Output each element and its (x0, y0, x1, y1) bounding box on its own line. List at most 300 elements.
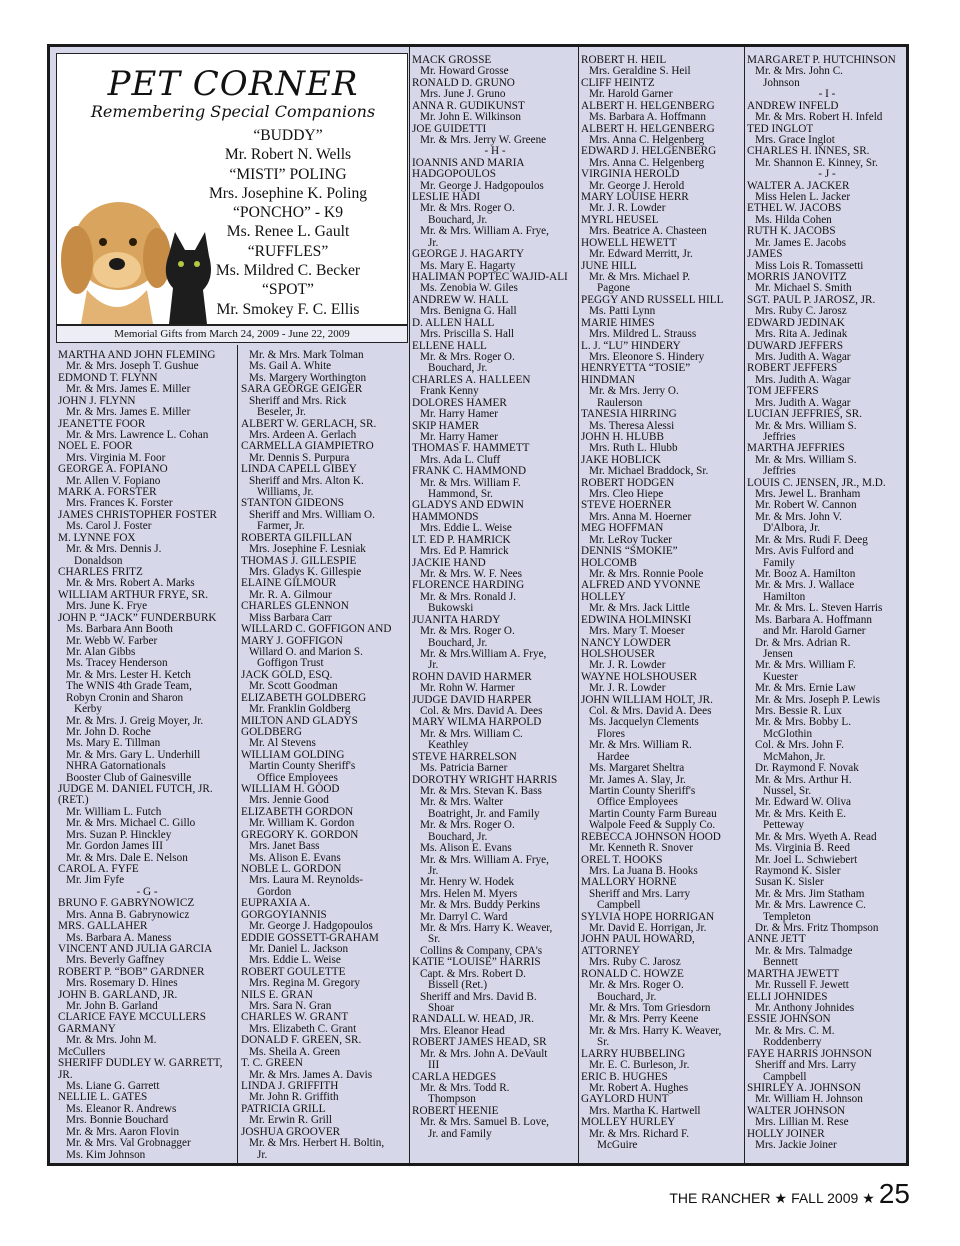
honoree-name: CHARLES W. GRANT (241, 1011, 349, 1024)
memorial-column-3 (412, 55, 578, 1140)
donor-name: Mr. & Mrs. Jerry W. Greene (420, 133, 547, 146)
honoree-name: TANESIA HIRRING (581, 408, 677, 421)
honoree-name: JOHN J. FLYNN (58, 394, 136, 407)
honoree-name: HALIMAN POPTEC WAJID-ALI (412, 271, 568, 284)
honoree-name: IOANNIS AND MARIA (412, 156, 525, 169)
donor-name-continued: Bissell (Ret.) (428, 979, 488, 992)
honoree-name: GREGORY K. GORDON (241, 828, 359, 841)
donor-name-continued: Thompson (428, 1093, 476, 1106)
pet-name: “RUFFLES” (247, 242, 329, 260)
donor-name-continued: Jr. (428, 864, 439, 877)
honoree-name: ELAINE GILMOUR (241, 577, 337, 590)
donor-name: Mrs. Beverly Gaffney (66, 954, 165, 967)
honoree-name: CLIFF HEINTZ (581, 76, 655, 89)
donor-name: Mr. & Mrs. Aaron Flovin (66, 1125, 180, 1138)
donor-name-continued: Family (763, 556, 795, 569)
honoree-name: WALTER A. JACKER (747, 179, 850, 192)
honoree-name: RONALD C. HOWZE (581, 967, 684, 980)
honoree-name: GORGOYIANNIS (241, 908, 327, 921)
honoree-name: STANTON GIDEONS (241, 497, 345, 510)
donor-name: Ms. Patricia Barner (420, 762, 508, 775)
donor-name: Mr. Russell F. Jewett (755, 979, 849, 992)
honoree-name: FLORENCE HARDING (412, 579, 525, 592)
honoree-name: REBECCA JOHNSON HOOD (581, 830, 721, 843)
donor-name: Ms. Margaret Sheltra (589, 762, 685, 775)
honoree-name: THOMAS F. HAMMETT (412, 442, 530, 455)
honoree-name: MARTHA JEWETT (747, 967, 840, 980)
donor-name: Mr. & Mrs. Buddy Perkins (420, 899, 540, 912)
donor-name: Mr. & Mrs. Bobby L. (755, 716, 852, 729)
donor-name-continued: Bouchard, Jr. (428, 830, 488, 843)
honoree-name: LINDA J. GRIFFITH (241, 1080, 339, 1092)
honoree-name: SHERIFF DUDLEY W. GARRETT, (58, 1057, 223, 1070)
honoree-name: JACKIE HAND (412, 556, 486, 569)
donor-name: Mr. & Mrs. Roger O. (420, 625, 515, 638)
donor-name-continued: Jr. (428, 659, 439, 672)
publication-name: THE RANCHER (669, 1190, 771, 1206)
donor-name: Mr. & Mrs. C. M. (755, 1024, 835, 1037)
honoree-name: ALBERT H. HELGENBERG (581, 99, 715, 112)
honoree-name: McCullers (58, 1045, 106, 1058)
donor-name: Mrs. Bonnie Bouchard (66, 1114, 169, 1127)
donor-name: Mr. Al Stevens (249, 737, 316, 750)
donor-name: Mr. & Mrs. Lawrence L. Cohan (66, 428, 209, 441)
donor-name: Robyn Cronin and Sharon (66, 691, 184, 704)
donor-name: Mrs. Geraldine S. Heil (589, 65, 691, 78)
donor-name: Ms. Margery Worthington (249, 371, 367, 384)
donor-name: Ms. Theresa Alessi (589, 419, 675, 432)
honoree-name: RUTH K. JACOBS (747, 225, 836, 238)
letter-divider: - J - (818, 168, 836, 181)
donor-name-continued: Gordon (257, 885, 292, 898)
donor-name: Mrs. Avis Fulford and (755, 545, 854, 558)
column-divider (578, 47, 579, 1163)
honoree-name: TED INGLOT (747, 122, 814, 135)
honoree-name: DOLORES HAMER (412, 396, 507, 409)
donor-name: Sheriff and Mrs. Rick (249, 394, 347, 407)
donor-name: Mr. Erwin R. Grill (249, 1114, 332, 1127)
donor-name: Mr. & Mrs. William A. Frye, (420, 225, 549, 238)
donor-name: Susan K. Sisler (755, 876, 824, 889)
honoree-name: NELLIE L. GATES (58, 1091, 148, 1104)
honoree-name: ROBERT HEENIE (412, 1104, 499, 1117)
honoree-name: DOROTHY WRIGHT HARRIS (412, 773, 558, 786)
honoree-name: SHIRLEY A. JOHNSON (747, 1081, 861, 1094)
donor-name: Mr. & Mrs. Arthur H. (755, 773, 852, 786)
donor-name: Mr. & Mrs. John V. (755, 510, 842, 523)
honoree-name: JOHN H. HLUBB (581, 430, 664, 443)
honoree-name: VIRGINIA HEROLD (581, 168, 680, 181)
honoree-name: MOLLEY HURLEY (581, 1116, 676, 1129)
honoree-name: ROHN DAVID HARMER (412, 670, 532, 683)
donor-name: Mrs. Rita A. Jedinak (755, 328, 848, 341)
honoree-name: ROBERT JAMES HEAD, SR (412, 1036, 547, 1049)
column-divider (744, 47, 745, 1163)
donor-name: Mr. & Mrs. William F. (420, 476, 521, 489)
donor-name: Walpole Feed & Supply Co. (589, 819, 716, 832)
donor-name: Mrs. Anna B. Gabrynowicz (66, 908, 190, 921)
donor-name: Mr. Darryl C. Ward (420, 910, 508, 923)
donor-name: Mr. & Mrs. J. Greig Moyer, Jr. (66, 714, 204, 727)
donor-name: Ms. Kim Johnson (66, 1148, 146, 1161)
donor-name: Mr. & Mrs. Talmadge (755, 944, 853, 957)
donor-name: Mr. & Mrs. Roger O. (420, 202, 515, 215)
donor-name: Mr. & Mrs. Stevan K. Bass (420, 785, 542, 797)
donor-name: Mrs. Judith A. Wagar (755, 373, 851, 386)
honoree-name: CHARLES A. HALLEEN (412, 373, 531, 386)
honoree-name: KATIE “LOUISE” HARRIS (412, 956, 541, 969)
donor-name: Mr. J. R. Lowder (589, 202, 666, 215)
donor-name: Mrs. Ruby C. Jarosz (589, 956, 681, 969)
honoree-name: PATRICIA GRILL (241, 1102, 326, 1115)
honoree-name: TOM JEFFERS (747, 385, 819, 398)
donor-name-continued: Williams, Jr. (257, 486, 314, 499)
honoree-name: D. ALLEN HALL (412, 316, 495, 329)
donor-name: Mr. Harold Garner (589, 88, 673, 101)
donor-name-continued: and Mr. Harold Garner (763, 625, 866, 638)
donor-name: Mr. Webb W. Farber (66, 634, 158, 647)
honoree-name: HINDMAN (581, 373, 636, 386)
honoree-name: LARRY HUBBELING (581, 1047, 686, 1060)
honoree-name: GLADYS AND EDWIN (412, 499, 524, 512)
donor-name: Mr. Daniel L. Jackson (249, 942, 349, 955)
donor-name: Mr. Booz A. Hamilton (755, 567, 856, 580)
donor-name-continued: Keathley (428, 739, 469, 752)
donor-name: Mr. & Mrs. Joseph T. Gushue (66, 360, 199, 373)
honoree-name: ANNE JETT (747, 933, 806, 946)
honoree-name: JUNE HILL (581, 259, 637, 272)
donor-name: Mr. & Mrs. Wyeth A. Read (755, 830, 877, 843)
donor-name-continued: Jr. (428, 236, 439, 249)
donor-name: Mr. & Mrs. Roger O. (589, 979, 684, 992)
honoree-name: GEORGE A. FOPIANO (58, 463, 168, 476)
honoree-name: ELIZABETH GORDON (241, 805, 354, 818)
donor-name: Mrs. Elizabeth C. Grant (249, 1022, 357, 1035)
donor-name-continued: Bukowski (428, 602, 474, 615)
honoree-name: ROBERT HODGEN (581, 476, 675, 489)
donor-name: Mrs. Ed P. Hamrick (420, 545, 509, 558)
donor-name: Mrs. Eddie L. Weise (420, 522, 512, 535)
donor-name: Mr. John D. Roche (66, 725, 151, 738)
honoree-name: HOLSHOUSER (581, 647, 655, 660)
honoree-name: MARK A. FORSTER (58, 486, 157, 499)
honoree-name: MEG HOFFMAN (581, 522, 664, 535)
donor-name-continued: Kuester (763, 670, 798, 683)
donor-name: Mr. & Mrs. Rudi F. Deeg (755, 533, 868, 546)
donor-name: Mr. Scott Goodman (249, 680, 338, 693)
donor-name: Mr. Robert W. Cannon (755, 499, 857, 512)
donor-name: Mrs. Jennie Good (249, 794, 329, 807)
donor-name: Mr. Allen V. Fopiano (66, 474, 161, 487)
donor-name: Mr. John E. Wilkinson (420, 111, 521, 124)
donor-name: Mr. & Mrs. L. Steven Harris (755, 602, 883, 615)
donor-name: Col. & Mrs. David A. Dees (589, 705, 712, 718)
honoree-name: WILLIAM ARTHUR FRYE, SR. (58, 588, 209, 601)
donor-name-continued: Petteway (763, 819, 805, 832)
donor-name-continued: Bouchard, Jr. (428, 636, 488, 649)
honoree-name: NILS E. GRAN (241, 988, 313, 1001)
donor-name: Mrs. Martha K. Hartwell (589, 1104, 701, 1117)
honoree-name: MARGARET P. HUTCHINSON (747, 55, 896, 66)
donor-name: Ms. Barbara A. Maness (66, 931, 172, 944)
donor-name-continued: D'Albora, Jr. (763, 522, 821, 535)
donor-name: Martin County Farm Bureau (589, 807, 717, 820)
honoree-name: ROBERTA GILFILLAN (241, 531, 353, 544)
donor-name: Mr. & Mrs. Keith E. (755, 807, 847, 820)
donor-name: Mrs. Bessie R. Lux (755, 705, 842, 718)
memorial-column-2 (241, 350, 409, 1161)
honoree-name: CAROL A. FYFE (58, 862, 139, 875)
honoree-name: WAYNE HOLSHOUSER (581, 670, 698, 683)
donor-name: Mr. & Mrs. Lawrence C. (755, 899, 866, 912)
donor-name-continued: Farmer, Jr. (257, 520, 305, 533)
donor-name: Mr. & Mrs. William A. Frye, (420, 853, 549, 866)
donor-name: Mr. & Mrs. Roger O. (420, 350, 515, 363)
donor-name: Mrs. Jewel L. Branham (755, 488, 861, 501)
honoree-name: JOHN B. GARLAND, JR. (58, 988, 178, 1001)
honoree-name: M. LYNNE FOX (58, 531, 136, 544)
donor-name: Dr. Raymond F. Novak (755, 762, 859, 775)
honoree-name: ELLI JOHNIDES (747, 990, 828, 1003)
donor-name: Mr. William H. Johnson (755, 1093, 863, 1106)
honoree-name: GARMANY (58, 1022, 116, 1035)
donor-name: Mrs. Suzan P. Hinckley (66, 828, 172, 841)
donor-name: Mrs. June J. Gruno (420, 88, 506, 101)
donor-name: Miss Lois R. Tomassetti (755, 259, 864, 272)
memorial-column-5 (747, 55, 907, 1152)
donor-name-continued: Pagone (597, 282, 630, 295)
honoree-name: EDWINA HOLMINSKI (581, 613, 692, 626)
honoree-name: MARTHA JEFFRIES (747, 442, 845, 455)
donor-name: Mr. & Mrs. Harry K. Weaver, (589, 1024, 722, 1037)
honoree-name: ROBERT GOULETTE (241, 965, 346, 978)
honoree-name: GAYLORD HUNT (581, 1093, 669, 1106)
honoree-name: JAMES CHRISTOPHER FOSTER (58, 508, 217, 521)
donor-name: Mrs. Eddie L. Weise (249, 954, 341, 967)
donor-name: Ms. Alison E. Evans (420, 842, 512, 855)
donor-name: Mr. & Mrs. Ronald J. (420, 590, 517, 603)
pet-name: “PONCHO” - K9 (232, 204, 343, 222)
letter-divider: - H - (484, 145, 506, 158)
donor-name: Ms. Barbara A. Hoffmann (589, 111, 706, 124)
donor-name: Mr. George J. Herold (589, 179, 685, 192)
donor-name: Ms. Barbara A. Hoffmann (755, 613, 872, 626)
memorial-panel (47, 44, 909, 1166)
donor-name-continued: Hammond, Sr. (428, 488, 493, 501)
donor-name: Mr. & Mrs. Ronnie Poole (589, 567, 704, 580)
donor-name-continued: Jeffries (763, 465, 796, 478)
donor-name-continued: Roddenberry (763, 1036, 822, 1049)
donor-name: Mrs. Frances K. Forster (66, 497, 173, 510)
honoree-name: JOE GUIDETTI (412, 122, 487, 135)
donor-name: Mr. Harry Hamer (420, 408, 498, 421)
donor-name: Col. & Mrs. John F. (755, 739, 844, 752)
donor-name: Mrs. Lillian M. Rese (755, 1116, 849, 1129)
honoree-name: JR. (58, 1068, 73, 1081)
donor-name: Mr. Franklin Goldberg (249, 703, 351, 716)
honoree-name: LESLIE HADI (412, 191, 481, 204)
honoree-name: EDDIE GOSSETT-GRAHAM (241, 931, 379, 944)
donor-name: Mr. & Mrs. William C. (420, 727, 523, 740)
pet-corner-box (56, 53, 408, 325)
donor-name: Mr. Rohn W. Harmer (420, 682, 515, 695)
donor-name: Sheriff and Mrs. Larry (589, 887, 691, 900)
pet-owner-name: Mr. Robert N. Wells (224, 146, 352, 164)
donor-name: Ms. Alison E. Evans (249, 851, 341, 864)
letter-divider: - I - (818, 88, 836, 101)
donor-name: Sheriff and Mrs. Alton K. (249, 474, 364, 487)
donor-name-continued: Jensen (763, 647, 793, 660)
honoree-name: ALFRED AND YVONNE (581, 579, 701, 592)
star-icon: ★ (774, 1190, 788, 1206)
honoree-name: MARIE HIMES (581, 316, 655, 329)
pet-owner-name: Mr. Smokey F. C. Ellis (216, 300, 360, 318)
donor-name: Mr. & Mrs. Jim Statham (755, 887, 865, 900)
donor-name: Mrs. Mary T. Moeser (589, 625, 685, 638)
honoree-name: FAYE HARRIS JOHNSON (747, 1047, 872, 1060)
donor-name: Mr. & Mrs. William S. (755, 453, 857, 466)
honoree-name: GOLDBERG (241, 725, 302, 738)
honoree-name: EDWARD JEDINAK (747, 316, 845, 329)
donor-name: Raymond K. Sisler (755, 864, 841, 877)
donor-name: Miss Helen L. Jacker (755, 191, 851, 204)
honoree-name: RONALD D. GRUNO (412, 76, 515, 89)
donor-name: Ms. Eleanor R. Andrews (66, 1102, 177, 1115)
honoree-name: SYLVIA HOPE HORRIGAN (581, 910, 715, 923)
honoree-name: VINCENT AND JULIA GARCIA (58, 942, 213, 955)
honoree-name: ATTORNEY (581, 944, 640, 957)
column-divider (237, 345, 238, 1163)
donor-name: Col. & Mrs. David A. Dees (420, 705, 543, 718)
donor-name: Mrs. Judith A. Wagar (755, 396, 851, 409)
honoree-name: ANDREW W. HALL (412, 293, 509, 306)
honoree-name: HOWELL HEWETT (581, 236, 677, 249)
honoree-name: CLARICE FAYE MCCULLERS (58, 1011, 206, 1024)
donor-name: Mrs. Beatrice A. Chasteen (589, 225, 707, 238)
donor-name-continued: Shoar (428, 1002, 455, 1015)
donor-name-continued: Bouchard, Jr. (428, 362, 488, 375)
donor-name: Mr. Anthony Johnides (755, 1002, 855, 1015)
honoree-name: JUDGE DAVID HARPER (412, 693, 532, 706)
donor-name: Mr. R. A. Gilmour (249, 588, 332, 601)
donor-name: Mrs. Cleo Hiepe (589, 488, 664, 501)
donor-name-continued: Bennett (763, 956, 798, 969)
donor-name: Ms. Sheila A. Green (249, 1045, 341, 1058)
honoree-name: ANNA R. GUDIKUNST (412, 99, 525, 112)
honoree-name: HAMMONDS (412, 510, 479, 523)
donor-name: Mr. & Mrs.William A. Frye, (420, 647, 547, 660)
donor-name: Willard O. and Marion S. (249, 645, 363, 658)
donor-name: Mrs. Eleanor Head (420, 1024, 505, 1037)
honoree-name: CHARLES GLENNON (241, 600, 349, 613)
donor-name: Mr. Shannon E. Kinney, Sr. (755, 156, 878, 169)
donor-name: Ms. Patti Lynn (589, 305, 656, 318)
honoree-name: HOLLEY (581, 590, 626, 603)
donor-name: Ms. Carol J. Foster (66, 520, 152, 533)
pet-memorial-list (183, 126, 393, 319)
honoree-name: STEVE HOERNER (581, 499, 672, 512)
donor-name: Ms. Virginia B. Reed (755, 842, 850, 855)
donor-name-continued: Bouchard, Jr. (597, 990, 657, 1003)
donor-name: Mr. & Mrs. John C. (755, 65, 843, 78)
donor-name: Mr. William K. Gordon (249, 817, 355, 830)
donor-name: Sheriff and Mrs. David B. (420, 990, 537, 1003)
honoree-name: MILTON AND GLADYS (241, 714, 358, 727)
donor-name-continued: Hamilton (763, 590, 806, 603)
donor-name-continued: Donaldson (74, 554, 123, 567)
honoree-name: MARY WILMA HARPOLD (412, 716, 542, 729)
honoree-name: RANDALL W. HEAD, JR. (412, 1013, 535, 1026)
honoree-name: ANDREW INFELD (747, 99, 839, 112)
donor-name-continued: McGuire (597, 1139, 638, 1152)
donor-name: Booster Club of Gainesville (66, 771, 192, 784)
donor-name-continued: Bouchard, Jr. (428, 213, 488, 226)
honoree-name: MACK GROSSE (412, 55, 492, 66)
donor-name-continued: McMahon, Jr. (763, 750, 826, 763)
donor-name-continued: Sr. (597, 1036, 610, 1049)
donor-name: Mr. & Mrs. Herbert H. Boltin, (249, 1137, 385, 1150)
donor-name: Mr. Jim Fyfe (66, 874, 125, 887)
honoree-name: HENRYETTA “TOSIE” (581, 362, 691, 375)
donor-name: Mr. James E. Jacobs (755, 236, 847, 249)
donor-name: Mrs. Virginia M. Foor (66, 451, 166, 464)
donor-name: Mr. & Mrs. Richard F. (589, 1127, 690, 1140)
honoree-name: ELIZABETH GOLDBERG (241, 691, 367, 704)
donor-name: Mrs. Regina M. Gregory (249, 977, 360, 990)
donor-name: Ms. Hilda Cohen (755, 213, 832, 226)
honoree-name: ALBERT H. HELGENBERG (581, 122, 715, 135)
donor-name: Mr. & Mrs. Walter (420, 796, 504, 809)
honoree-name: JACK GOLD, ESQ. (241, 668, 333, 681)
donor-name: Mr. & Mrs. Roger O. (420, 819, 515, 832)
honoree-name: WALTER JOHNSON (747, 1104, 846, 1117)
donor-name: The WNIS 4th Grade Team, (66, 680, 192, 693)
donor-name: Mr. George J. Hadgopoulos (249, 920, 373, 933)
pet-name: “BUDDY” (253, 127, 323, 144)
donor-name: Mr. & Mrs. William R. (589, 739, 692, 752)
donor-name: Mr. & Mrs. Robert H. Infeld (755, 111, 883, 124)
honoree-name: LUCIAN JEFFRIES, SR. (747, 408, 863, 421)
donor-name: Mr. Robert A. Hughes (589, 1081, 689, 1094)
memorial-gifts-heading: Memorial Gifts from March 24, 2009 - June 22, 2009 (56, 325, 408, 343)
donor-name: Mr. Gordon James III (66, 840, 163, 853)
honoree-name: CHARLES FRITZ (58, 566, 143, 579)
donor-name-continued: Goffigon Trust (257, 657, 324, 670)
donor-name: Mr. & Mrs. Ernie Law (755, 682, 856, 695)
donor-name-continued: Jeffries (763, 430, 796, 443)
donor-name: Mr. James A. Slay, Jr. (589, 773, 686, 786)
donor-name: Mr. Harry Hamer (420, 430, 498, 443)
donor-name-continued: Jr. (257, 1148, 268, 1161)
donor-name: Mr. & Mrs. Michael P. (589, 271, 690, 284)
honoree-name: THOMAS J. GILLESPIE (241, 554, 357, 567)
donor-name: Ms. Gail A. White (249, 360, 332, 373)
honoree-name: NOEL E. FOOR (58, 440, 133, 453)
donor-name-continued: Office Employees (597, 796, 678, 809)
donor-name-continued: Sr. (428, 933, 441, 946)
honoree-name: MALLORY HORNE (581, 876, 677, 889)
honoree-name: ELLENE HALL (412, 339, 487, 352)
honoree-name: WILLIAM H. GOOD (241, 783, 340, 796)
donor-name: Ms. Jacquelyn Clements (589, 716, 699, 729)
donor-name: Mrs. Ada L. Cluff (420, 453, 501, 466)
honoree-name: ETHEL W. JACOBS (747, 202, 842, 215)
donor-name-continued: Boatright, Jr. and Family (428, 807, 540, 820)
donor-name: Dr. & Mrs. Adrian R. (755, 636, 851, 649)
honoree-name: PEGGY AND RUSSELL HILL (581, 293, 724, 306)
donor-name: Mr. John R. Griffith (249, 1091, 339, 1104)
donor-name: Mr. & Mrs. William F. (755, 659, 856, 672)
